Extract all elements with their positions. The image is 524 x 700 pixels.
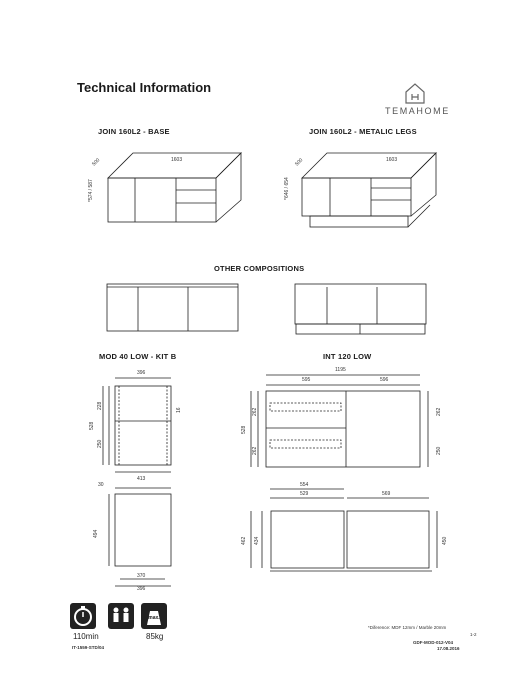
dim-base-depth: 500	[91, 157, 102, 168]
material-note: *Diference: MDF 12mm / Marble 20mm	[368, 625, 447, 630]
drawing-int120-back	[251, 489, 437, 571]
dim-base-width: 1603	[171, 157, 183, 163]
dim-int-r2: 250	[436, 446, 442, 455]
dim-int-h-total: 528	[241, 425, 247, 434]
reference-code: IT-1559-STD/04	[72, 645, 105, 650]
drawing-other-2	[295, 284, 426, 334]
assembly-time: 110min	[73, 632, 99, 641]
dim-int-h1: 262	[252, 407, 258, 416]
dim-mod-side: 16	[176, 407, 182, 413]
max-weight: 85kg	[146, 632, 164, 641]
dim-mod-back-top: 30	[98, 482, 104, 488]
dim-int-h2: 262	[252, 446, 258, 455]
document-code: GDF-MOD-012-V04	[413, 640, 454, 645]
document-date: 17.08.2016	[437, 646, 460, 651]
section-int120: INT 120 LOW	[323, 352, 372, 361]
page-number: 1-2	[470, 632, 477, 637]
dim-mod-h1: 228	[97, 401, 103, 410]
dim-int-b-l: 529	[300, 491, 309, 497]
drawing-mod40-back	[109, 488, 171, 586]
dim-mod-back-w2: 396	[137, 586, 146, 592]
section-other-compositions: OTHER COMPOSITIONS	[214, 264, 305, 273]
dim-legs-depth: 500	[294, 157, 305, 168]
dim-int-b-r: 569	[382, 491, 391, 497]
stopwatch-icon	[70, 603, 96, 629]
dim-int-b-top: 554	[300, 482, 309, 488]
dim-mod-total: 528	[89, 421, 95, 430]
dim-mod-back-w1: 370	[137, 573, 146, 579]
dim-mod-bottom: 413	[137, 476, 146, 482]
drawing-other-1	[107, 284, 238, 331]
section-mod40: MOD 40 LOW - KIT B	[99, 352, 177, 361]
dim-mod-top: 396	[137, 370, 146, 376]
drawing-mod40-front	[103, 378, 171, 472]
dim-int-b-h3: 450	[442, 536, 448, 545]
dim-int-b-h1: 462	[241, 536, 247, 545]
dim-mod-back-h: 494	[93, 529, 99, 538]
dim-int-right: 596	[380, 377, 389, 383]
brand-name: TEMAHOME	[385, 106, 450, 116]
two-people-icon	[108, 603, 134, 629]
dim-legs-height: *646 / 654	[284, 177, 290, 200]
dim-int-left: 595	[302, 377, 311, 383]
dim-base-height: *574 / 587	[88, 179, 94, 202]
section-join-base: JOIN 160L2 - BASE	[98, 127, 170, 136]
drawing-int120-front	[251, 375, 428, 467]
dim-legs-width: 1603	[386, 157, 398, 163]
dim-int-b-h2: 434	[254, 536, 260, 545]
section-join-legs: JOIN 160L2 - METALIC LEGS	[309, 127, 417, 136]
drawing-join-legs	[302, 153, 436, 227]
dim-int-total: 1195	[335, 367, 346, 373]
max-label: max.	[148, 615, 160, 621]
dim-mod-h2: 250	[97, 439, 103, 448]
dim-int-r1: 262	[436, 407, 442, 416]
drawing-join-base	[108, 153, 241, 222]
max-weight-icon	[141, 603, 167, 629]
page-title: Technical Information	[77, 80, 212, 95]
